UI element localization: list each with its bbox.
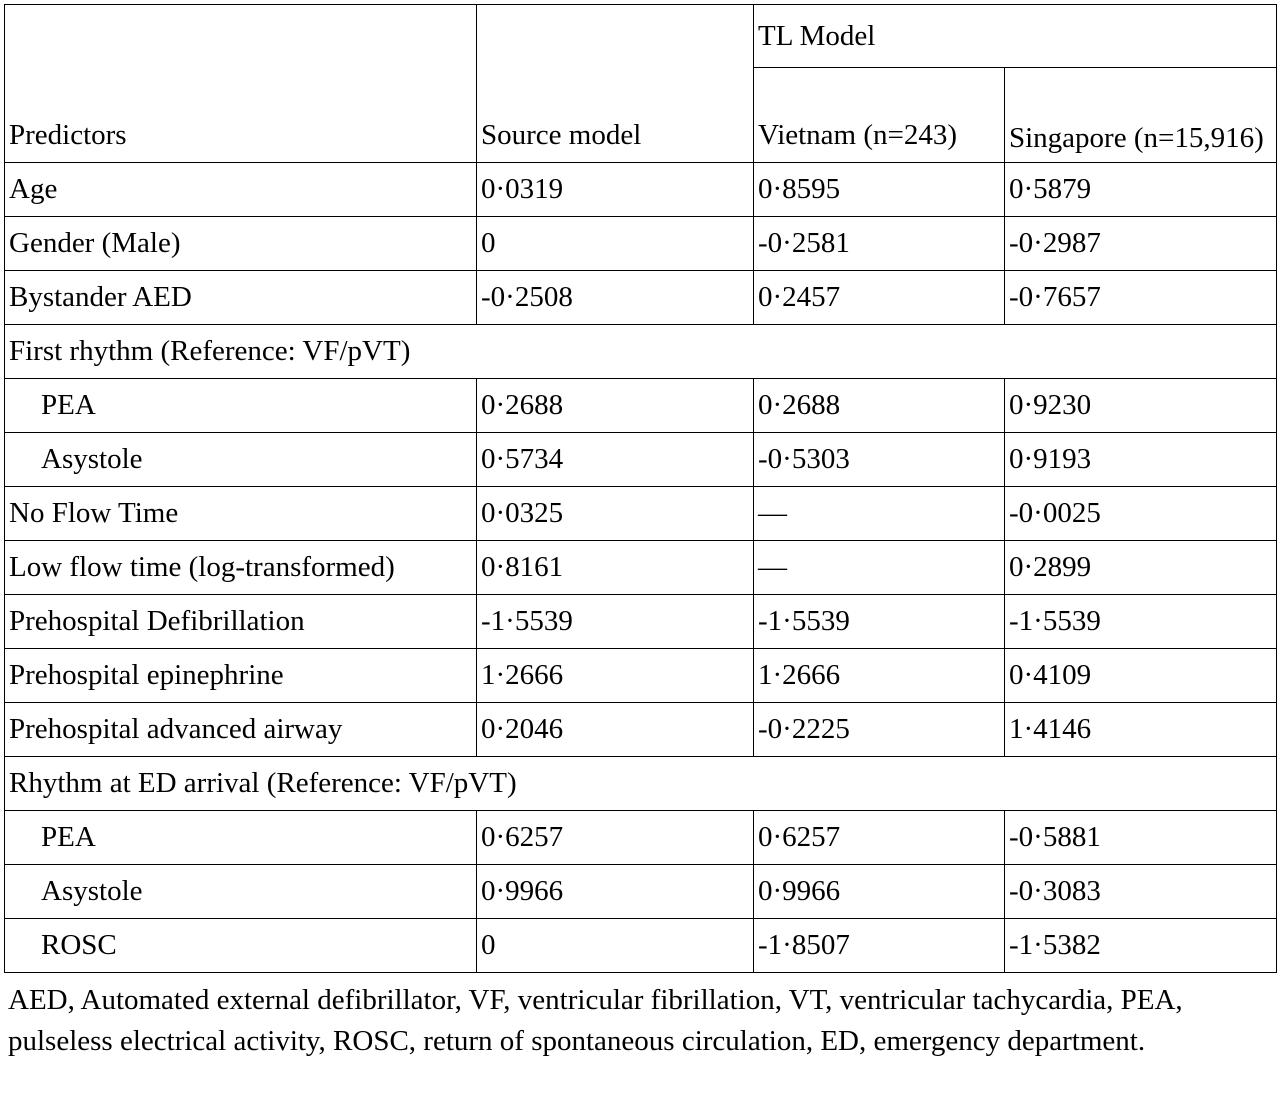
table-footnote: AED, Automated external defibrillator, VF, ventricular fibrillation, VT, ventricular tachycardia, PEA, pulseless electrical activity, ROSC, return of spontaneous circulation, ED, emergency department. — [8, 984, 1183, 1057]
vietnam-cell: 0·6257 — [754, 811, 1005, 865]
vietnam-cell: -0·5303 — [754, 433, 1005, 487]
group-header-row — [5, 757, 1277, 811]
table-row — [5, 919, 1277, 973]
vietnam-cell: 0·9966 — [754, 865, 1005, 919]
singapore-cell: -0·3083 — [1005, 865, 1277, 919]
table-row — [5, 649, 1277, 703]
predictor-cell: Prehospital advanced airway — [5, 703, 477, 757]
source-model-cell: 0·2046 — [477, 703, 754, 757]
predictor-cell: Asystole — [5, 865, 477, 919]
table-row — [5, 433, 1277, 487]
singapore-cell: 1·4146 — [1005, 703, 1277, 757]
vietnam-cell: — — [754, 541, 1005, 595]
source-model-cell: 1·2666 — [477, 649, 754, 703]
vietnam-cell: 1·2666 — [754, 649, 1005, 703]
table-body — [5, 163, 1277, 973]
predictor-cell: Gender (Male) — [5, 217, 477, 271]
group-label: Rhythm at ED arrival (Reference: VF/pVT) — [5, 757, 1277, 811]
source-model-cell: -1·5539 — [477, 595, 754, 649]
vietnam-cell: 0·8595 — [754, 163, 1005, 217]
predictor-cell: Prehospital epinephrine — [5, 649, 477, 703]
header-vietnam: Vietnam (n=243) — [754, 68, 1005, 163]
table-row — [5, 271, 1277, 325]
predictor-cell: ROSC — [5, 919, 477, 973]
singapore-cell: -0·7657 — [1005, 271, 1277, 325]
source-model-cell: 0·2688 — [477, 379, 754, 433]
table-row — [5, 865, 1277, 919]
vietnam-cell: 0·2688 — [754, 379, 1005, 433]
singapore-cell: 0·4109 — [1005, 649, 1277, 703]
header-row-1 — [5, 5, 1277, 68]
vietnam-cell: 0·2457 — [754, 271, 1005, 325]
singapore-cell: -0·5881 — [1005, 811, 1277, 865]
table-row — [5, 595, 1277, 649]
singapore-cell: -0·0025 — [1005, 487, 1277, 541]
singapore-cell: 0·2899 — [1005, 541, 1277, 595]
header-tl-model: TL Model — [754, 5, 1277, 68]
table-row — [5, 541, 1277, 595]
table-row — [5, 163, 1277, 217]
predictor-cell: Age — [5, 163, 477, 217]
singapore-cell: 0·5879 — [1005, 163, 1277, 217]
singapore-cell: -1·5539 — [1005, 595, 1277, 649]
predictor-cell: PEA — [5, 811, 477, 865]
table-row — [5, 811, 1277, 865]
vietnam-cell: -0·2581 — [754, 217, 1005, 271]
predictor-cell: Prehospital Defibrillation — [5, 595, 477, 649]
header-predictors: Predictors — [5, 5, 477, 163]
singapore-cell: 0·9230 — [1005, 379, 1277, 433]
source-model-cell: 0·0325 — [477, 487, 754, 541]
predictor-cell: Asystole — [5, 433, 477, 487]
header-singapore: Singapore (n=15,916) — [1005, 68, 1277, 163]
vietnam-cell: -0·2225 — [754, 703, 1005, 757]
group-header-row — [5, 325, 1277, 379]
group-label: First rhythm (Reference: VF/pVT) — [5, 325, 1277, 379]
source-model-cell: 0·9966 — [477, 865, 754, 919]
source-model-cell: 0 — [477, 217, 754, 271]
vietnam-cell: -1·8507 — [754, 919, 1005, 973]
predictor-cell: No Flow Time — [5, 487, 477, 541]
document-page — [4, 4, 1276, 1057]
table-row — [5, 379, 1277, 433]
coefficients-table — [4, 4, 1277, 973]
predictor-cell: PEA — [5, 379, 477, 433]
source-model-cell: 0·0319 — [477, 163, 754, 217]
source-model-cell: 0 — [477, 919, 754, 973]
vietnam-cell: — — [754, 487, 1005, 541]
singapore-cell: -1·5382 — [1005, 919, 1277, 973]
singapore-cell: 0·9193 — [1005, 433, 1277, 487]
table-row — [5, 217, 1277, 271]
source-model-cell: -0·2508 — [477, 271, 754, 325]
vietnam-cell: -1·5539 — [754, 595, 1005, 649]
table-row — [5, 487, 1277, 541]
source-model-cell: 0·6257 — [477, 811, 754, 865]
predictor-cell: Bystander AED — [5, 271, 477, 325]
source-model-cell: 0·5734 — [477, 433, 754, 487]
source-model-cell: 0·8161 — [477, 541, 754, 595]
singapore-cell: -0·2987 — [1005, 217, 1277, 271]
predictor-cell: Low flow time (log-transformed) — [5, 541, 477, 595]
header-source-model: Source model — [477, 5, 754, 163]
table-row — [5, 703, 1277, 757]
